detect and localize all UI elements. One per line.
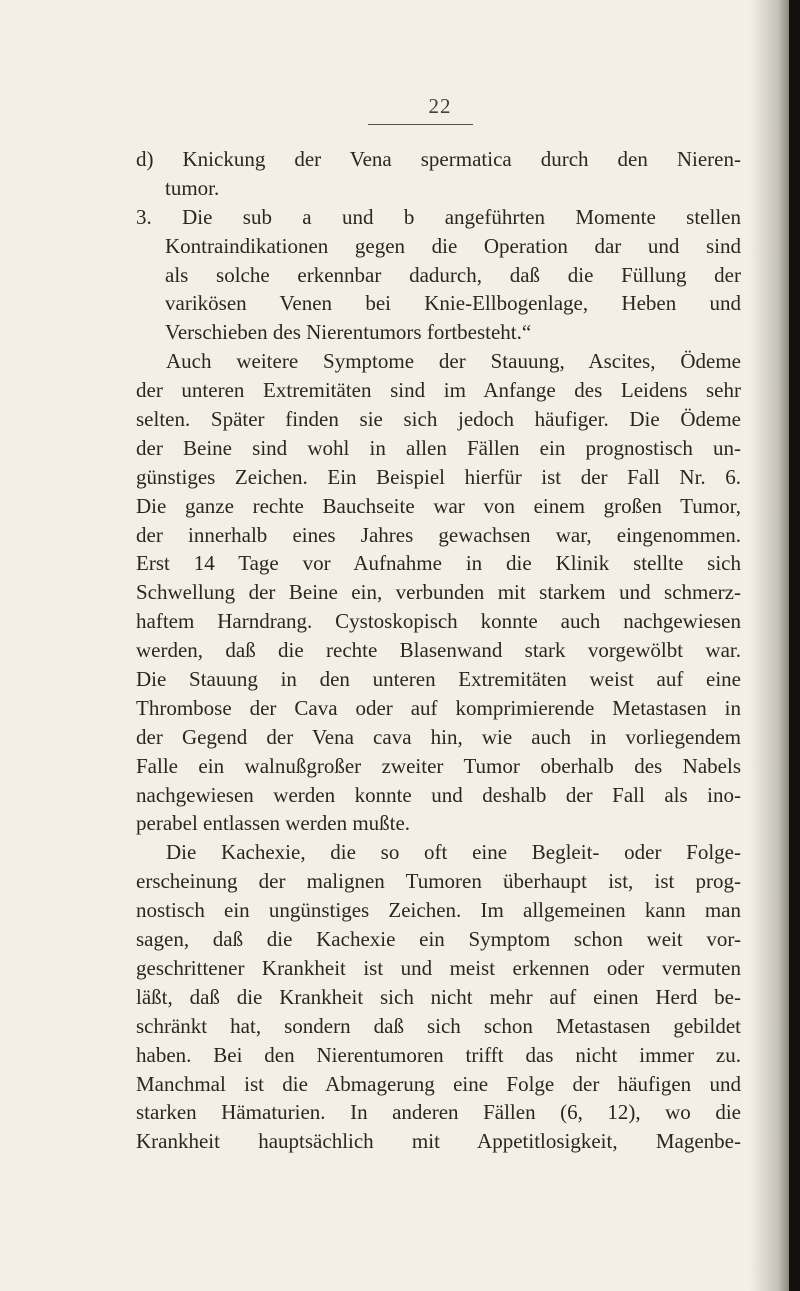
text-line: sagen, daß die Kachexie ein Symptom schon weit vor- — [136, 927, 741, 952]
text-line: werden, daß die rechte Blasenwand stark vorgewölbt war. — [136, 638, 741, 663]
text-line: perabel entlassen werden mußte. — [136, 811, 411, 836]
text-line: schränkt hat, sondern daß sich schon Metastasen gebildet — [136, 1013, 741, 1038]
text-line: haftem Harndrang. Cystoskopisch konnte auch nachgewiesen — [136, 609, 741, 634]
text-line: varikösen Venen bei Knie-Ellbogenlage, Heben und — [165, 291, 741, 316]
text-line: Falle ein walnußgroßer zweiter Tumor oberhalb des Nabels — [136, 753, 741, 778]
text-line: tumor. — [165, 175, 220, 200]
text-line: der Gegend der Vena cava hin, wie auch in vorliegendem — [136, 724, 741, 749]
text-line: 3. Die sub a und b angeführten Momente stellen — [136, 204, 741, 229]
text-line: der innerhalb eines Jahres gewachsen war, eingenommen. — [136, 522, 741, 547]
text-line: geschrittener Krankheit ist und meist erkennen oder vermuten — [136, 955, 741, 980]
text-line: läßt, daß die Krankheit sich nicht mehr auf einen Herd be- — [136, 984, 741, 1009]
text-line: nostisch ein ungünstiges Zeichen. Im allgemeinen kann man — [136, 898, 741, 923]
text-line: Manchmal ist die Abmagerung eine Folge der häufigen und — [136, 1071, 741, 1096]
text-line: Krankheit hauptsächlich mit Appetitlosigkeit, Magenbe- — [136, 1129, 741, 1154]
text-line: Die Stauung in den unteren Extremitäten weist auf eine — [136, 667, 741, 692]
text-line: Thrombose der Cava oder auf komprimierende Metastasen in — [136, 695, 741, 720]
text-line: nachgewiesen werden konnte und deshalb der Fall als ino- — [136, 782, 741, 807]
text-line: Schwellung der Beine ein, verbunden mit starkem und schmerz- — [136, 580, 741, 605]
text-line: Kontraindikationen gegen die Operation dar und sind — [165, 233, 741, 258]
text-line: Verschieben des Nierentumors fortbesteht.“ — [165, 320, 532, 345]
body-text — [136, 145, 741, 1156]
page-number: 22 — [428, 94, 452, 118]
text-line: erscheinung der malignen Tumoren überhaupt ist, ist prog- — [136, 869, 741, 894]
page-edge-border — [789, 0, 800, 1291]
text-line: der unteren Extremitäten sind im Anfange des Leidens sehr — [136, 378, 741, 403]
text-line: selten. Später finden sie sich jedoch häufiger. Die Ödeme — [136, 407, 741, 432]
text-line: Erst 14 Tage vor Aufnahme in die Klinik stellte sich — [136, 551, 741, 576]
text-line: Die ganze rechte Bauchseite war von einem großen Tumor, — [136, 493, 741, 518]
text-line: d) Knickung der Vena spermatica durch den Nieren- — [136, 147, 741, 171]
page-number-rule — [368, 124, 473, 125]
text-line: Die Kachexie, die so oft eine Begleit- oder Folge- — [166, 840, 741, 865]
text-line: als solche erkennbar dadurch, daß die Füllung der — [165, 262, 741, 287]
text-line: haben. Bei den Nierentumoren trifft das nicht immer zu. — [136, 1042, 741, 1067]
text-line: günstiges Zeichen. Ein Beispiel hierfür ist der Fall Nr. 6. — [136, 464, 741, 489]
text-line: der Beine sind wohl in allen Fällen ein prognostisch un- — [136, 435, 741, 460]
text-line: starken Hämaturien. In anderen Fällen (6, 12), wo die — [136, 1100, 741, 1125]
text-line: Auch weitere Symptome der Stauung, Ascites, Ödeme — [166, 349, 741, 374]
